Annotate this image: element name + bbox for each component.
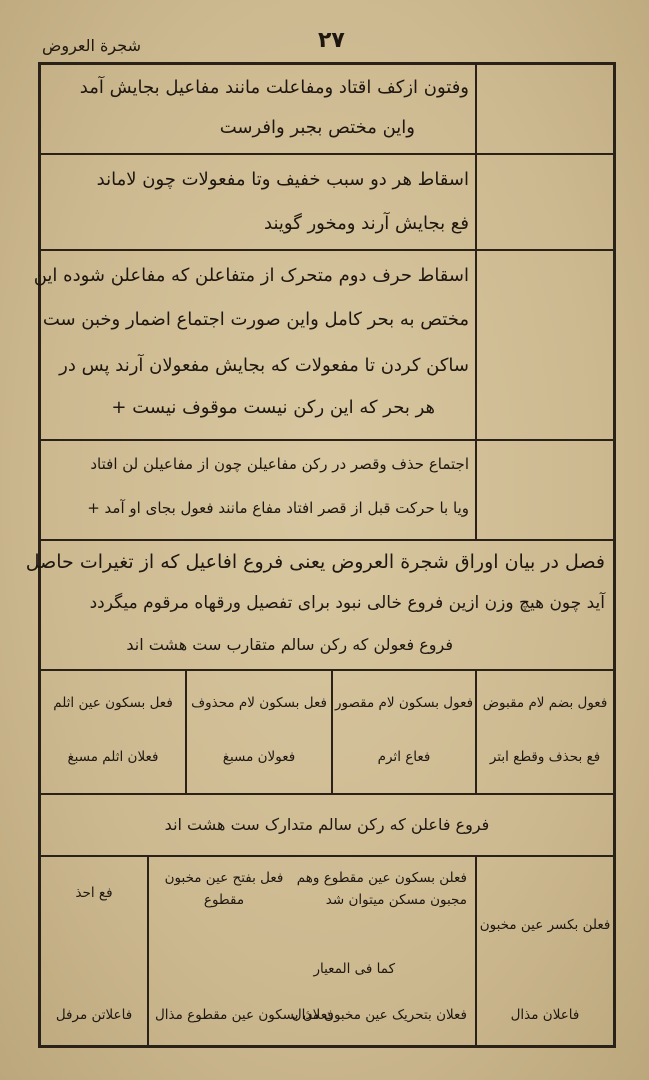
grid2-extra: کما فی المعیار bbox=[313, 961, 395, 977]
grid1-col-4 bbox=[40, 670, 186, 794]
row-3-line-4: هر بحر که این رکن نیست موقوف نیست + bbox=[111, 397, 435, 418]
row-1-line-1: وفتون ازکف اقتاد ومفاعلت مانند مفاعیل بجایش آمد bbox=[79, 77, 469, 98]
grid2-value-4: فاعلاتن مرفل bbox=[55, 1007, 133, 1023]
divider-row-text: فروع فاعلن که رکن سالم متدارک ست هشت اند bbox=[164, 815, 490, 834]
row-2-line-2: فع بجایش آرند ومخور گویند bbox=[264, 213, 469, 234]
grid1-name-3: فعل بسکون لام محذوف bbox=[191, 695, 327, 711]
grid1-name-1: فعول بضم لام مقبوض bbox=[482, 695, 608, 711]
row-2-line-1: اسقاط هر دو سبب خفیف وتا مفعولات چون لاماند bbox=[96, 169, 469, 190]
grid2-value-3: فعلان بسکون عین مقطوع مذال bbox=[155, 1007, 334, 1023]
grid1-col-3 bbox=[186, 670, 332, 794]
row-3-line-2: مختص به بحر کامل واین صورت اجتماع اضمار وخبن ست bbox=[42, 309, 469, 330]
divider-row bbox=[40, 794, 614, 856]
page-number: ۲۷ bbox=[318, 28, 345, 53]
grid2-col-4 bbox=[40, 856, 148, 1046]
row-3-line-3: ساکن کردن تا مفعولات که بجایش مفعولان آرند پس در bbox=[59, 355, 469, 376]
grid1-col-2 bbox=[332, 670, 476, 794]
running-title: شجرة العروض bbox=[42, 36, 141, 55]
grid1-value-2: فعاع اثرم bbox=[377, 749, 431, 765]
row-1-line-2: واین مختص بجبر وافرست bbox=[219, 117, 415, 138]
prosody-table bbox=[25, 62, 616, 1048]
grid1-name-4: فعل بسکون عین اثلم bbox=[53, 695, 173, 711]
grid2-col-2-3 bbox=[148, 856, 476, 1046]
grid2-name-2: فعلن بسکون عین مقطوع وهم مجبون مسکن میتوان شد bbox=[296, 870, 467, 908]
grid1-value-3: فعولان مسبغ bbox=[222, 749, 296, 765]
grid2-value-2: فعلان بتحریک عین مخبون مذال bbox=[291, 1007, 467, 1023]
grid2-name-4: فع احذ bbox=[75, 885, 113, 901]
grid1-value-4: فعلان اثلم مسبغ bbox=[67, 749, 159, 765]
section-heading-cell bbox=[25, 540, 614, 670]
row-4-empty-cell bbox=[476, 440, 614, 540]
grid2-value-1: فاعلان مذال bbox=[510, 1007, 580, 1023]
row-1-empty-cell bbox=[476, 64, 614, 154]
row-3-empty-cell bbox=[476, 250, 614, 440]
row-4-text-cell bbox=[40, 440, 476, 540]
grid1-col-1 bbox=[476, 670, 614, 794]
grid1-value-1: فع بحذف وقطع ابتر bbox=[489, 749, 601, 765]
row-2-text-cell bbox=[40, 154, 476, 250]
grid2-name-3: فعل بفتح عین مخبون مقطوع bbox=[164, 870, 284, 908]
section-line-3: فروع فعولن که رکن سالم متقارب ست هشت اند bbox=[126, 635, 453, 654]
row-1-text-cell bbox=[40, 64, 476, 154]
row-4-line-1: اجتماع حذف وقصر در رکن مفاعیلن چون از مفاعیلن لن افتاد bbox=[90, 455, 469, 473]
grid2-name-1: فعلن بکسر عین مخبون bbox=[479, 917, 611, 933]
grid1-name-2: فعول بسکون لام مقصور bbox=[334, 695, 474, 711]
row-4-line-2: ویا با حرکت قبل از قصر افتاد مفاع مانند فعول بجای او آمد + bbox=[87, 499, 469, 517]
row-3-text-cell bbox=[33, 250, 476, 440]
grid2-col-1 bbox=[476, 856, 614, 1046]
section-line-2: آید چون هیچ وزن ازین فروع خالی نبود برای تفصیل ورقهاه مرقوم میگردد bbox=[89, 593, 605, 613]
row-3-line-1: اسقاط حرف دوم متحرک از متفاعلن که مفاعلن شوده این bbox=[33, 265, 469, 286]
row-2-empty-cell bbox=[476, 154, 614, 250]
section-line-1: فصل در بیان اوراق شجرة العروض یعنی فروع افاعیل که از تغیرات حاصل bbox=[25, 551, 605, 573]
